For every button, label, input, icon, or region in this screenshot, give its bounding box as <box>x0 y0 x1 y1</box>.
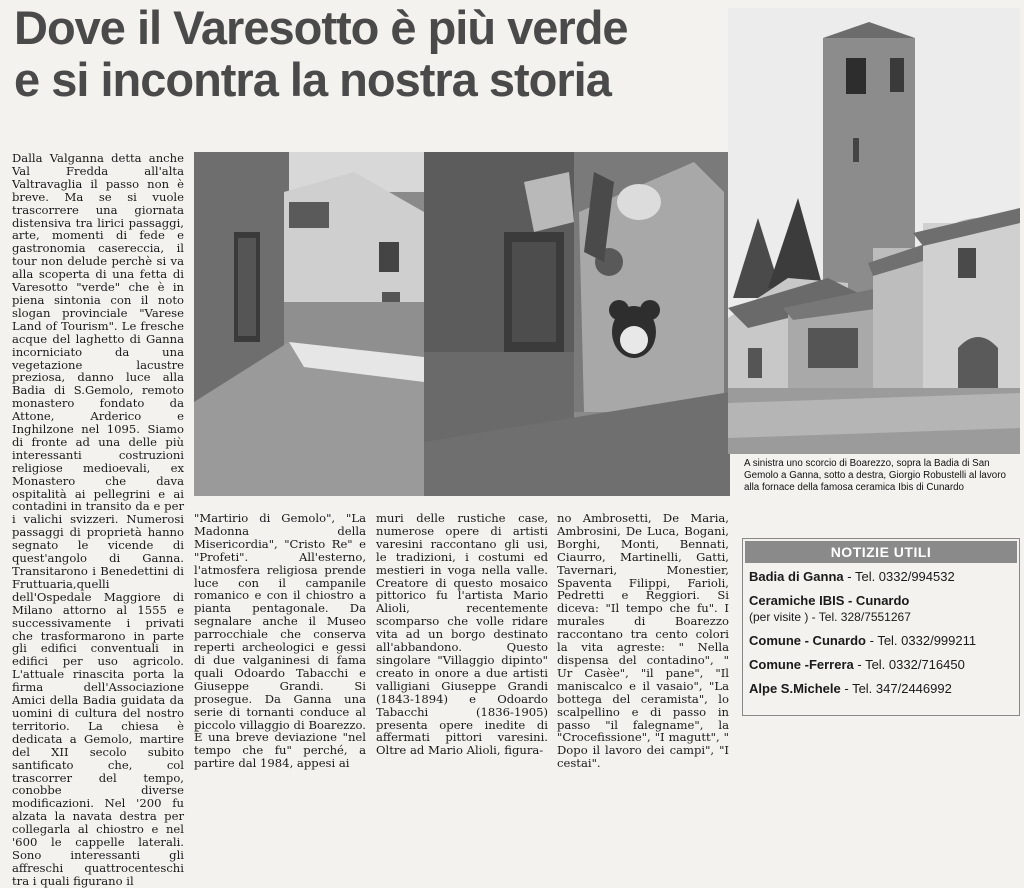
info-entry <box>743 681 1019 697</box>
useful-info-title: NOTIZIE UTILI <box>745 541 1017 563</box>
info-entry-tel: - Tel. 0332/716450 <box>853 657 965 672</box>
headline <box>14 2 714 106</box>
article-column-3 <box>376 511 548 758</box>
photo-badia-san-gemolo <box>728 8 1020 454</box>
info-entry-note: (per visite ) <box>749 610 809 624</box>
info-entry-name: Badia di Ganna <box>749 569 844 584</box>
column-1-text: Dalla Valganna detta anche Val Fredda all'alta Valtravaglia il passo non è breve. Ma se si vuole trascorrere una giornata distensiva tra lirici passaggi, arte, momenti di fede e gastronomia casereccia, il tour non delude perchè si va alla scoperta di una fetta di Varesotto "verde" che è in piena sintonia con il noto slogan provinciale "Varese Land of Tourism". Le fresche acque del laghetto di Ganna incorniciato da una vegetazione lacustre preziosa, danno luce alla Badia di S.Gemolo, remoto monastero fondato da Attone, Arderico e Inghilzone nel 1095. Siamo di fronte ad una delle più interessanti costruzioni religiose medioevali, ex Monastero che dava ospitalità ai pellegrini e ai contadini in transito da e per i valichi svizzeri. Numerosi passaggi di proprietà hanno segnato le vicende di quest'angolo di Ganna. Transitarono i Benedettini di Fruttuaria,quelli dell'Ospedale Maggiore di Milano attorno al 1555 e successivamente i privati che trasformarono in parte gli edifici conventuali in edifici per uso agricolo. L'attuale rinascita porta la firma dell'Associazione Amici della Badia guidata da uomini di cultura del nostro territorio. La chiesa è dedicata a Gemolo, martire del XII secolo subito santificato che, col trascorrer del tempo, conobbe diverse modificazioni. Nel '200 fu alzata la navata destra per collegarla al chiostro e nel '600 le cappelle laterali. Sono interessanti gli affreschi quattrocenteschi tra i quali figurano il <box>12 151 184 888</box>
info-entry-tel: - Tel. 0332/994532 <box>843 569 955 584</box>
headline-line-1: Dove il Varesotto è più verde <box>14 1 628 54</box>
info-entry <box>743 569 1019 585</box>
article-column-4 <box>557 511 729 771</box>
column-4-text: no Ambrosetti, De Maria, Ambrosini, De Luca, Bogani, Borghi, Monti, Bennati, Ciaurro, Martinelli, Gatti, Tavernari, Monestier, Spaventa Filippi, Farioli, Pedretti e Reggiori. Si diceva: "Il tempo che fu". I murales di Boarezzo raccontano tra cento colori la vita agreste: " Nella dispensa del contadino", " Ur Casèe", "il pane", "Il maniscalco e il vasaio", "La bottega del ceramista", lo scalpellino e di passo in passo "il falegname", la "Crocefissione", "I magutt", " Dopo il lavoro dei campi", "I cestai". <box>557 511 729 771</box>
article-column-2 <box>194 511 366 771</box>
info-entry-name: Comune -Ferrera <box>749 657 854 672</box>
info-entry-tel: - Tel. 0332/999211 <box>866 633 977 648</box>
column-2-text: "Martirio di Gemolo", "La Madonna della Misericordia", "Cristo Re" e "Profeti". All'esterno, l'atmosfera religiosa prende luce con il campanile romanico e con il chiostro a pianta pentagonale. Da segnalare anche il Museo parrocchiale che conserva reperti archeologici e gessi di due valganinesi di fama quali Odoardo Tabacchi e Giuseppe Grandi. Si prosegue. Da Ganna una serie di tornanti conduce al piccolo villaggio di Boarezzo. È una breve deviazione "nel tempo che fu" perché, a partire dal 1984, appesi ai <box>194 511 366 771</box>
info-entry-name: Comune - Cunardo <box>749 633 866 648</box>
headline-line-2: e si incontra la nostra storia <box>14 53 611 106</box>
info-entry-name: Ceramiche IBIS - Cunardo <box>749 593 910 608</box>
info-entry-tel: - Tel. 347/2446992 <box>840 681 952 696</box>
info-entry <box>743 657 1019 673</box>
info-entry <box>743 633 1019 649</box>
info-entry-tel: - Tel. 328/7551267 <box>808 610 911 624</box>
info-entry-name: Alpe S.Michele <box>749 681 841 696</box>
useful-info-box <box>742 538 1020 716</box>
photo-caption: A sinistra uno scorcio di Boarezzo, sopra la Badia di San Gemolo a Ganna, sotto a destra, Giorgio Robustelli al lavoro alla fornace della famosa ceramica Ibis di Cunardo <box>744 458 1006 493</box>
info-entry <box>743 593 1019 625</box>
photo-boarezzo <box>194 152 730 496</box>
column-3-text: muri delle rustiche case, numerose opere di artisti varesini raccontano gli usi, le tradizioni, i costumi ed mestieri in voga nella valle. Creatore di questo mosaico pittorico fu l'artista Mario Alioli, recentemente scomparso che volle ridare vita ad un borgo destinato all'abbandono. Questo singolare "Villaggio dipinto" creato in onore a due artisti valligiani Giuseppe Grandi (1843-1894) e Odoardo Tabacchi (1836-1905) presenta opere inedite di affermati pittori varesini. Oltre ad Mario Alioli, figura- <box>376 511 548 758</box>
article-column-1 <box>12 151 184 888</box>
